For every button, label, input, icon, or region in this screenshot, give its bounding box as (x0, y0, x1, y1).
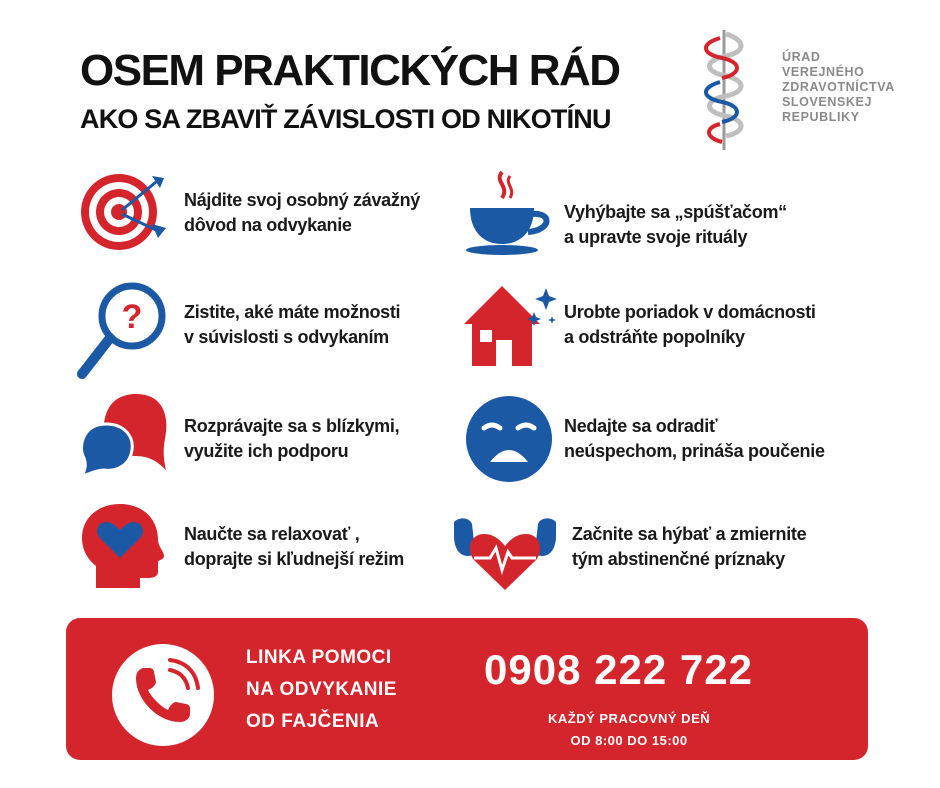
tip-text-line: Urobte poriadok v domácnosti (564, 302, 816, 322)
logo-line: ZDRAVOTNÍCTVA (782, 80, 895, 94)
page-title: OSEM PRAKTICKÝCH RÁD (80, 46, 620, 95)
helpline-label-line: OD FAJČENIA (246, 711, 380, 732)
tip-text-line: Zistite, aké máte možnosti (184, 302, 401, 322)
logo-line: ÚRAD (782, 50, 821, 64)
speech-bubbles-icon (76, 390, 176, 480)
helpline-hours-line: KAŽDÝ PRACOVNÝ DEŇ (548, 711, 711, 726)
svg-text:?: ? (121, 298, 143, 336)
tip-text-line: Rozprávajte sa s blízkymi, (184, 416, 400, 436)
target-icon (74, 172, 174, 252)
tip-text-line: neúspechom, prináša poučenie (564, 441, 825, 461)
logo-line: SLOVENSKEJ (782, 95, 873, 109)
tip-text-line: a odstráňte popolníky (564, 327, 745, 347)
helpline-number: 0908 222 722 (484, 646, 753, 693)
uvz-logo-icon (696, 26, 752, 152)
helpline-banner (66, 618, 868, 760)
tip-text-line: Začnite sa hýbať a zmiernite (572, 524, 807, 544)
helpline-label (246, 642, 397, 738)
coffee-cup-icon (462, 168, 552, 258)
phone-icon (112, 644, 214, 746)
strong-heart-icon (450, 512, 560, 592)
tip-text-line: Vyhýbajte sa „spúšťačom“ (564, 202, 787, 222)
helpline-label-line: LINKA POMOCI (246, 647, 392, 668)
tip-text-line: a upravte svoje rituály (564, 227, 748, 247)
clean-house-icon (460, 282, 560, 372)
tip-text-line: doprajte si kľudnejší režim (184, 549, 404, 569)
page-subtitle: AKO SA ZBAVIŤ ZÁVISLOSTI OD NIKOTÍNU (80, 104, 611, 134)
helpline-label-line: NA ODVYKANIE (246, 679, 397, 700)
phone-badge (112, 644, 214, 746)
tip-text-line: dôvod na odvykanie (184, 215, 352, 235)
logo-line: VEREJNÉHO (782, 65, 865, 79)
tip-text-line: tým abstinenčné príznaky (572, 549, 785, 569)
tip-text-line: Nedajte sa odradiť (564, 416, 718, 436)
tip-text-line: Naučte sa relaxovať , (184, 524, 360, 544)
helpline-hours (548, 708, 710, 752)
tip-text-line: Nájdite svoj osobný závažný (184, 190, 420, 210)
logo-text (782, 50, 895, 125)
tip-text-line: v súvislosti s odvykaním (184, 327, 389, 347)
logo-line: REPUBLIKY (782, 110, 860, 124)
magnifier-question-icon (74, 280, 174, 380)
helpline-hours-line: OD 8:00 DO 15:00 (570, 733, 688, 748)
sad-face-icon (464, 394, 554, 484)
head-heart-icon (80, 500, 170, 590)
tip-text-line: využite ich podporu (184, 441, 349, 461)
